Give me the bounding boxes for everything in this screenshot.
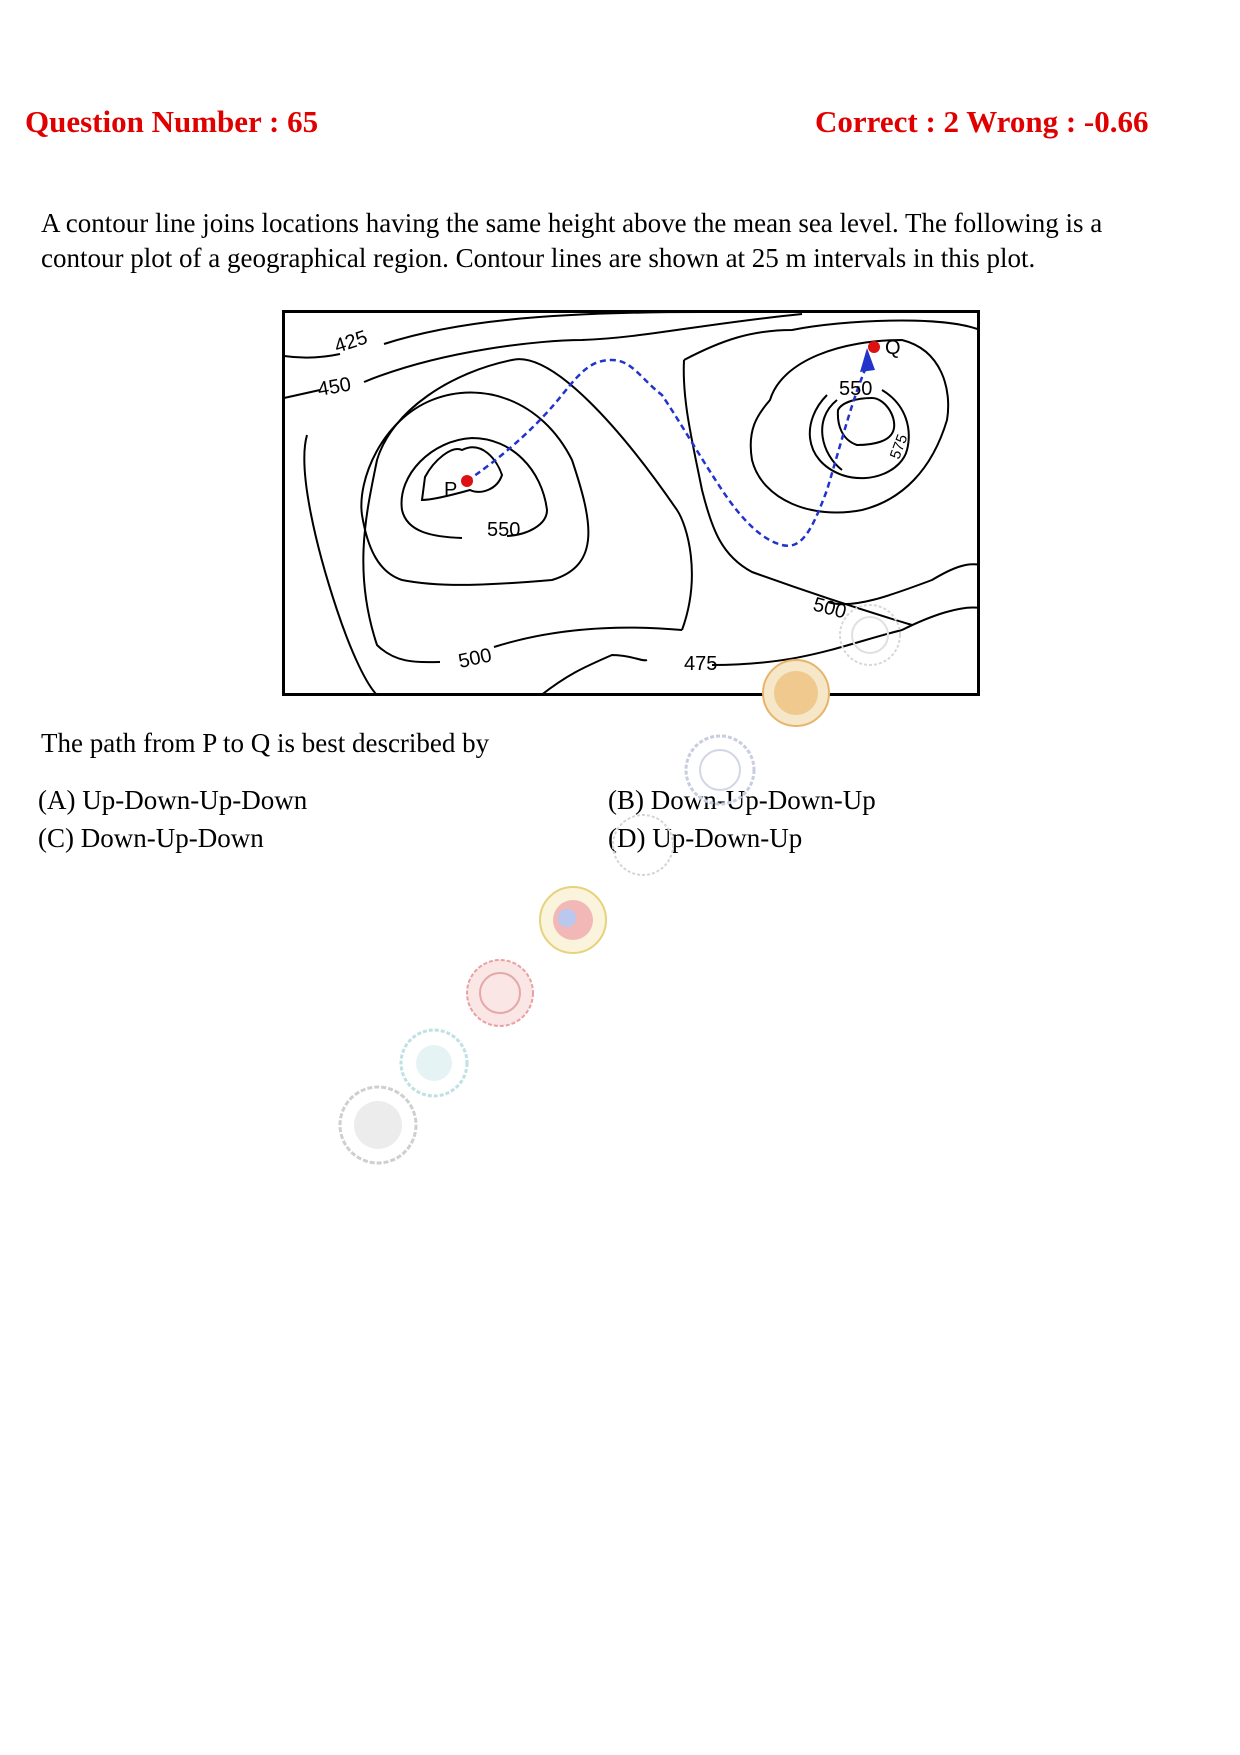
contour-label-475: 475 [684, 653, 718, 675]
question-number: Question Number : 65 [25, 104, 319, 139]
marking-scheme: Correct : 2 Wrong : -0.66 [815, 104, 1149, 139]
watermark-seal-7 [396, 1025, 472, 1101]
contour-label-500-right: 500 [810, 593, 849, 624]
contour-label-550-right: 550 [839, 378, 873, 400]
point-p-label: P [444, 479, 458, 501]
question-prompt: The path from P to Q is best described by [41, 728, 490, 758]
option-a[interactable]: (A) Up-Down-Up-Down [38, 785, 308, 815]
contour-label-425: 425 [331, 326, 371, 358]
option-b[interactable]: (B) Down-Up-Down-Up [608, 785, 876, 815]
question-stem-line-2: contour plot of a geographical region. Contour lines are shown at 25 m intervals in this plot. [41, 243, 1036, 273]
watermark-seal-5 [535, 882, 611, 958]
option-d[interactable]: (D) Up-Down-Up [608, 823, 803, 853]
contour-label-575: 575 [886, 432, 912, 462]
watermark-seal-6 [462, 955, 538, 1031]
point-q-marker [868, 341, 880, 353]
question-stem-line-1: A contour line joins locations having the same height above the mean sea level. The following is a [41, 208, 1103, 238]
contour-label-550-left: 550 [487, 519, 521, 541]
point-p-marker [461, 475, 473, 487]
watermark-seal-8 [333, 1080, 423, 1170]
contour-label-450: 450 [316, 373, 353, 401]
point-q-label: Q [885, 337, 901, 359]
contour-label-500-bottom: 500 [456, 644, 494, 673]
option-c[interactable]: (C) Down-Up-Down [38, 823, 264, 853]
contour-plot [282, 310, 980, 696]
